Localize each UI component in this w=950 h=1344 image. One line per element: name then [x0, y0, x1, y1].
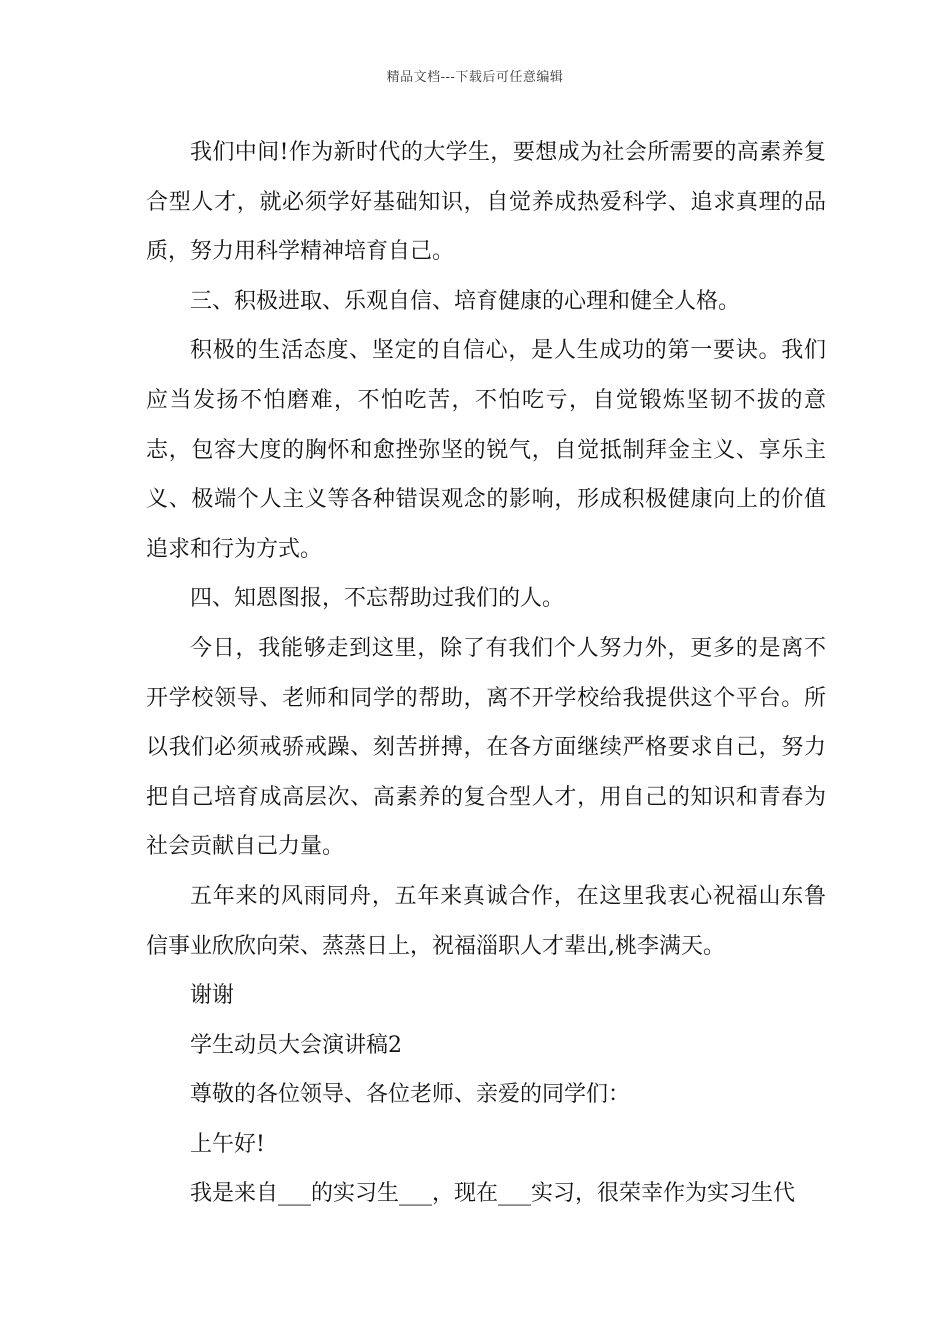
paragraph-10: 上午好! [190, 1131, 265, 1157]
paragraph-9: 尊敬的各位领导、各位老师、亲爱的同学们： [190, 1082, 631, 1108]
paragraph-4: 四、知恩图报，不忘帮助过我们的人。 [190, 586, 565, 612]
paragraph-11: 我是来自___的实习生___，现在___实习，很荣幸作为实习生代 [190, 1181, 796, 1207]
paragraph-8: 学生动员大会演讲稿2 [190, 1032, 402, 1058]
document-body [146, 128, 826, 1219]
paragraph-6: 五年来的风雨同舟，五年来真诚合作，在这里我衷心祝福山东鲁信事业欣欣向荣、蒸蒸日上，祝福淄职人才辈出,桃李满天。 [146, 883, 826, 959]
paragraph-3: 积极的生活态度、坚定的自信心，是人生成功的第一要诀。我们应当发扬不怕磨难，不怕吃苦，不怕吃亏，自觉锻炼坚韧不拔的意志，包容大度的胸怀和愈挫弥坚的锐气，自觉抵制拜金主义、享乐主义、极端个人主义等各种错误观念的影响，形成积极健康向上的价值追求和行为方式。 [146, 338, 826, 562]
paragraph-7: 谢谢 [190, 983, 235, 1009]
paragraph-5: 今日，我能够走到这里，除了有我们个人努力外，更多的是离不开学校领导、老师和同学的帮助，离不开学校给我提供这个平台。所以我们必须戒骄戒躁、刻苦拼搏，在各方面继续严格要求自己，努力把自己培育成高层次、高素养的复合型人才，用自己的知识和青春为社会贡献自己力量。 [146, 635, 826, 860]
page-header: 精品文档---下载后可任意编辑 [386, 70, 564, 85]
paragraph-2: 三、积极进取、乐观自信、培育健康的心理和健全人格。 [190, 288, 741, 314]
paragraph-1: 我们中间!作为新时代的大学生，要想成为社会所需要的高素养复合型人才，就必须学好基础知识，自觉养成热爱科学、追求真理的品质，努力用科学精神培育自己。 [146, 140, 826, 265]
